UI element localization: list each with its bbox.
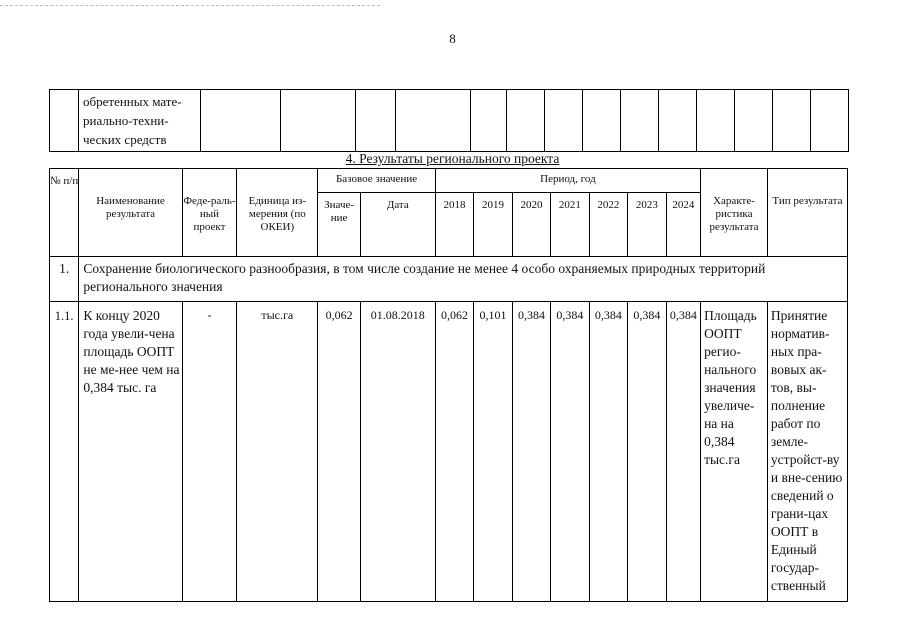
- header-period-group: Период, год: [435, 169, 700, 193]
- header-year: 2019: [474, 193, 512, 257]
- header-year: 2024: [666, 193, 701, 257]
- result-unit: тыс.га: [237, 302, 318, 602]
- header-characteristic: Характе-ристика результата: [701, 169, 768, 257]
- result-num: 1.1.: [50, 302, 79, 602]
- page-number: 8: [449, 31, 456, 46]
- header-row: [50, 169, 848, 193]
- result-name: К концу 2020 года увели-чена площадь ООПТ не ме-нее чем на 0,384 тыс. га: [79, 302, 182, 602]
- result-year-value: 0,384: [628, 302, 666, 602]
- header-base-date: Дата: [360, 193, 435, 257]
- result-year-value: 0,384: [551, 302, 589, 602]
- header-year: 2020: [512, 193, 550, 257]
- results-table: [49, 168, 848, 602]
- result-characteristic: Площадь ООПТ регио-нального значения увеличе-на на 0,384 тыс.га: [701, 302, 768, 602]
- result-federal: -: [182, 302, 237, 602]
- header-base-group: Базовое значение: [318, 169, 435, 193]
- cell: [50, 90, 79, 152]
- cell: [79, 90, 201, 152]
- header-year: 2021: [551, 193, 589, 257]
- header-num: № п/п: [50, 169, 79, 257]
- section-title: 4. Результаты регионального проекта: [345, 151, 560, 166]
- result-type: Принятие норматив-ных пра-вовых ак-тов, вы-полнение работ по земле-устройст-ву и вне-сению сведений о грани-цах ООПТ в Единый государ-ственный: [767, 302, 847, 602]
- previous-table-continuation: [49, 89, 849, 152]
- task-row: [50, 257, 848, 302]
- table-row: [50, 90, 849, 152]
- header-federal: Феде-раль-ный проект: [182, 169, 237, 257]
- header-base-value: Значе-ние: [318, 193, 361, 257]
- task-text: Сохранение биологического разнообразия, в том числе создание не менее 4 особо охраняемых природных территорий регионального значения: [79, 257, 848, 302]
- result-base-value: 0,062: [318, 302, 361, 602]
- result-year-value: 0,101: [474, 302, 512, 602]
- scan-top-edge-line: [0, 5, 380, 6]
- header-name: Наименование результата: [79, 169, 182, 257]
- header-year: 2018: [435, 193, 473, 257]
- task-num: 1.: [50, 257, 79, 302]
- result-row: [50, 302, 848, 602]
- prev-name-text: обретенных мате-риально-техни-ческих средств: [83, 94, 182, 147]
- header-year: 2022: [589, 193, 627, 257]
- result-year-value: 0,062: [435, 302, 473, 602]
- header-year: 2023: [628, 193, 666, 257]
- result-base-date: 01.08.2018: [360, 302, 435, 602]
- result-year-value: 0,384: [589, 302, 627, 602]
- header-type: Тип результата: [767, 169, 847, 257]
- result-year-value: 0,384: [512, 302, 550, 602]
- result-year-value: 0,384: [666, 302, 701, 602]
- header-unit: Единица из-мерения (по ОКЕИ): [237, 169, 318, 257]
